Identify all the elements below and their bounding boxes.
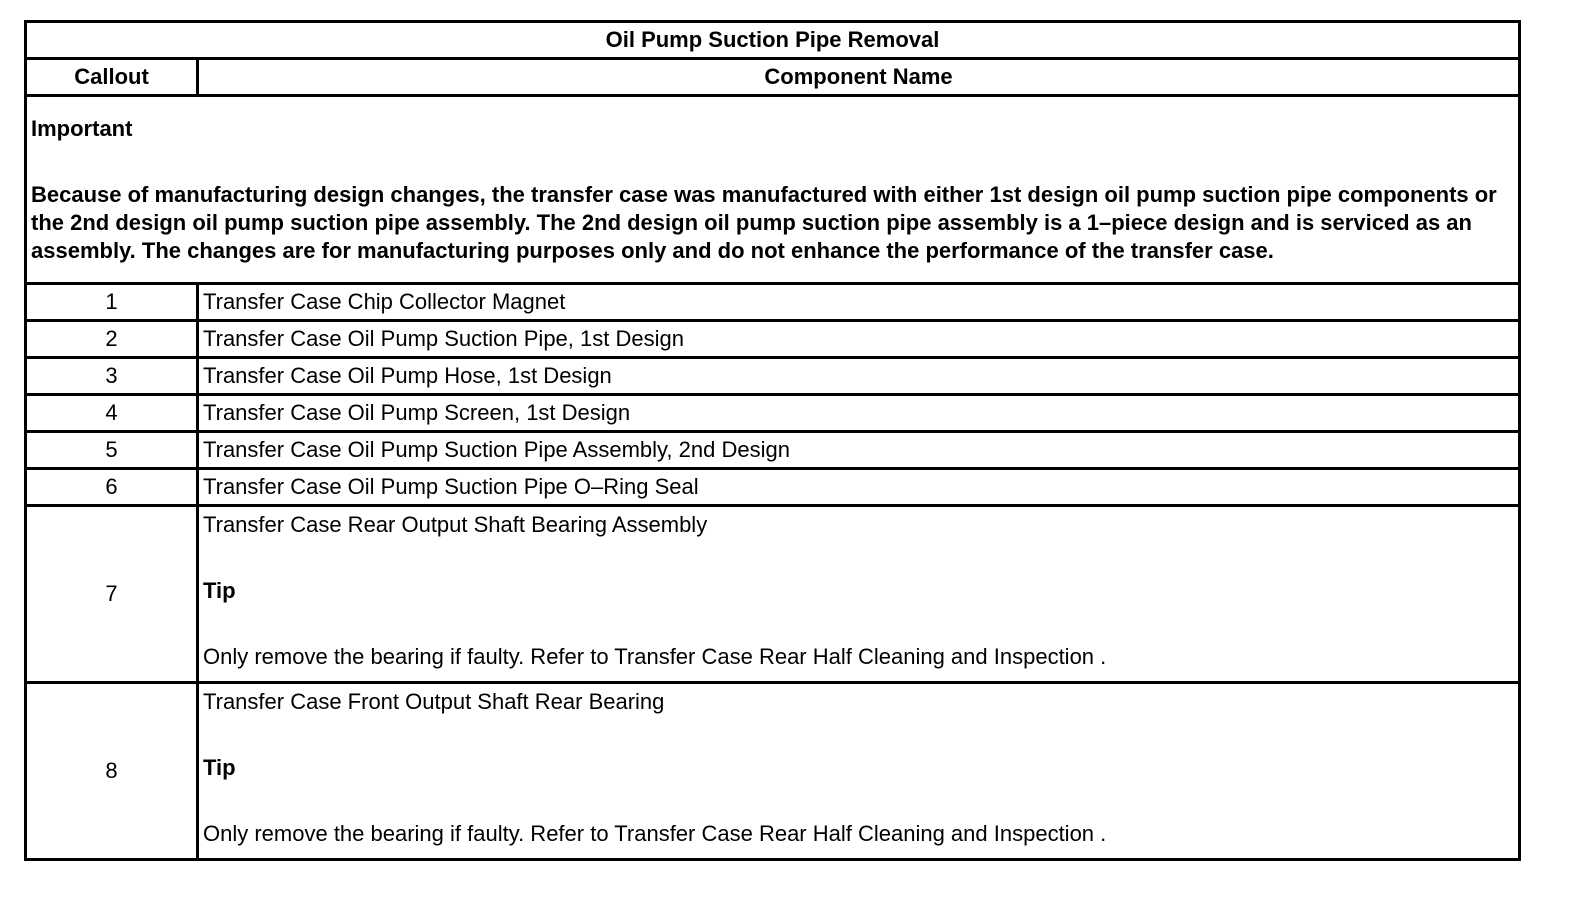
table-row xyxy=(26,506,1520,683)
component-name-header: Component Name xyxy=(198,59,1520,96)
important-label: Important xyxy=(31,115,133,141)
table-row xyxy=(26,284,1520,321)
tip-text: Only remove the bearing if faulty. Refer to Transfer Case Rear Half Cleaning and Inspection . xyxy=(203,821,1107,846)
component-content xyxy=(203,511,1514,671)
component-name: Transfer Case Oil Pump Suction Pipe O–Ring Seal xyxy=(198,469,1520,506)
callout-number: 5 xyxy=(26,432,198,469)
important-notice xyxy=(26,96,1520,284)
component-cell xyxy=(198,506,1520,683)
table-row xyxy=(26,395,1520,432)
component-cell xyxy=(198,683,1520,860)
component-name: Transfer Case Oil Pump Suction Pipe Assembly, 2nd Design xyxy=(198,432,1520,469)
callout-number: 8 xyxy=(26,683,198,860)
component-table xyxy=(24,20,1521,861)
component-name: Transfer Case Rear Output Shaft Bearing Assembly xyxy=(203,512,708,537)
important-text: Because of manufacturing design changes, the transfer case was manufactured with either 1st design oil pump suction pipe components or the 2nd design oil pump suction pipe assembly. The 2nd design oil pump suction pipe assembly is a 1–piece design and is serviced as an assembly. The changes are for manufacturing purposes only and do not enhance the performance of the transfer case. xyxy=(31,181,1497,263)
component-content xyxy=(203,688,1514,848)
table-row xyxy=(26,321,1520,358)
tip-text: Only remove the bearing if faulty. Refer to Transfer Case Rear Half Cleaning and Inspection . xyxy=(203,644,1107,669)
callout-number: 3 xyxy=(26,358,198,395)
tip-label: Tip xyxy=(203,755,236,780)
title-row xyxy=(26,22,1520,59)
callout-header: Callout xyxy=(26,59,198,96)
tip-label: Tip xyxy=(203,578,236,603)
spacer xyxy=(31,143,1514,181)
header-row xyxy=(26,59,1520,96)
table-row xyxy=(26,432,1520,469)
table-row xyxy=(26,469,1520,506)
callout-number: 6 xyxy=(26,469,198,506)
component-name: Transfer Case Oil Pump Suction Pipe, 1st Design xyxy=(198,321,1520,358)
table-title: Oil Pump Suction Pipe Removal xyxy=(26,22,1520,59)
callout-number: 4 xyxy=(26,395,198,432)
important-row xyxy=(26,96,1520,284)
component-name: Transfer Case Oil Pump Hose, 1st Design xyxy=(198,358,1520,395)
table-row xyxy=(26,683,1520,860)
callout-number: 2 xyxy=(26,321,198,358)
component-name: Transfer Case Oil Pump Screen, 1st Design xyxy=(198,395,1520,432)
component-name: Transfer Case Front Output Shaft Rear Bearing xyxy=(203,689,665,714)
component-name: Transfer Case Chip Collector Magnet xyxy=(198,284,1520,321)
callout-number: 7 xyxy=(26,506,198,683)
table-row xyxy=(26,358,1520,395)
callout-number: 1 xyxy=(26,284,198,321)
